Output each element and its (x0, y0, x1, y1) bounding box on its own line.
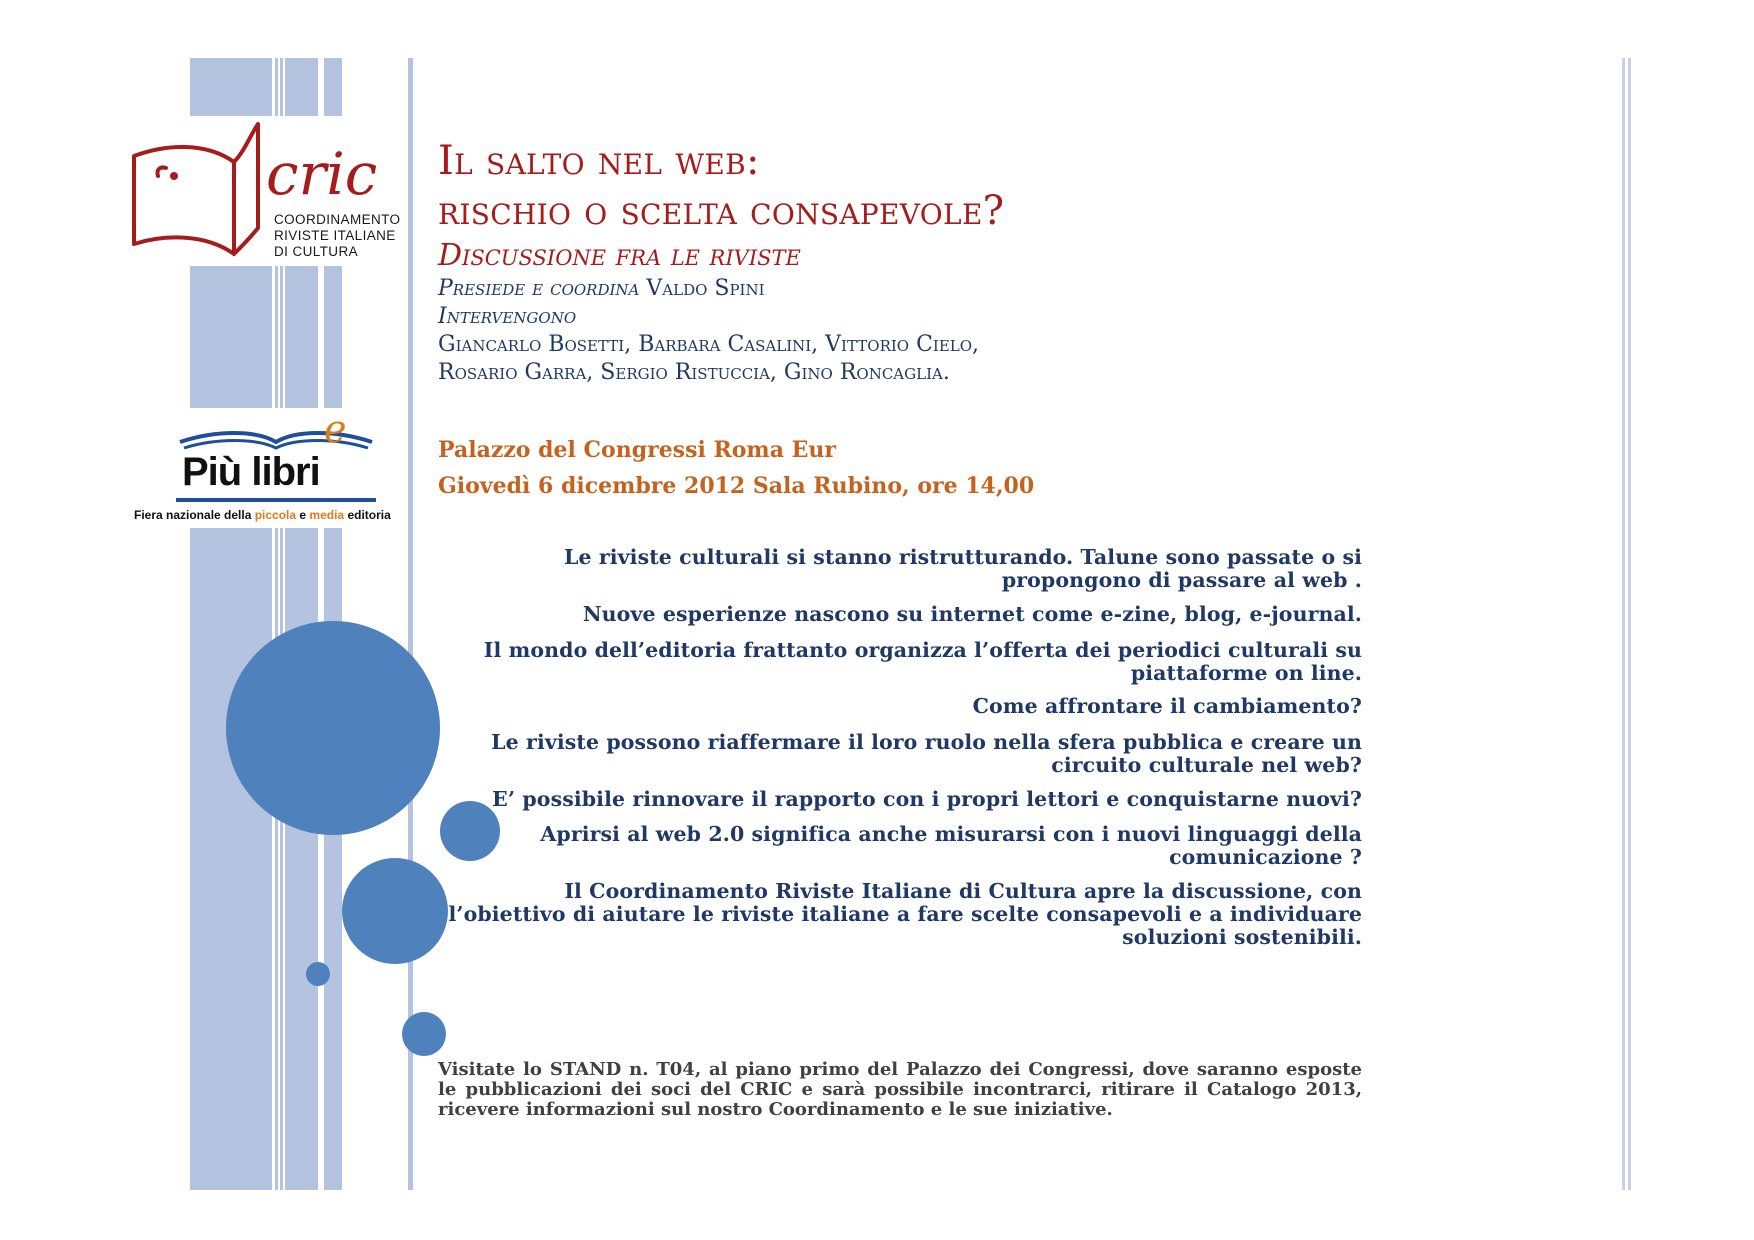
piu-libri-name: Più libri (182, 450, 320, 494)
body-paragraph: Le riviste culturali si stanno ristrutturando. Talune sono passate o si propongono di passare al web . (563, 545, 1362, 592)
title-line-1: Il salto nel web: (438, 138, 760, 184)
cric-line: RIVISTE ITALIANE (274, 228, 396, 243)
decorative-circle-large (226, 621, 440, 835)
body-paragraph: Nuove esperienze nascono su internet come e-zine, blog, e-journal. (582, 602, 1362, 626)
right-divider-line (1628, 58, 1631, 1190)
piu-libri-tagline: Fiera nazionale della piccola e media editoria (134, 508, 391, 522)
right-divider-line (1622, 58, 1625, 1190)
body-paragraph: E’ possibile rinnovare il rapporto con i propri lettori e conquistarne nuovi? (492, 787, 1362, 811)
cric-logo (126, 116, 402, 266)
speakers-label: Intervengono (438, 304, 577, 329)
speakers-line-1: Giancarlo Bosetti, Barbara Casalini, Vittorio Cielo, (438, 332, 980, 357)
venue: Palazzo del Congressi Roma Eur (438, 437, 836, 463)
decorative-circle (342, 858, 448, 964)
body-paragraph: Il mondo dell’editoria frattanto organizza l’offerta dei periodici culturali su piattaforme on line. (483, 638, 1362, 685)
speakers-line-2: Rosario Garra, Sergio Ristuccia, Gino Roncaglia. (438, 360, 950, 385)
chair-line (438, 276, 765, 301)
date-time: Giovedì 6 dicembre 2012 Sala Rubino, ore 14,00 (438, 473, 1035, 499)
chair-name: Valdo Spini (639, 276, 765, 301)
svg-text:cric: cric (266, 140, 378, 208)
decorative-circle-small (306, 962, 330, 986)
cric-line: COORDINAMENTO (274, 212, 401, 227)
subtitle: Discussione fra le riviste (438, 238, 801, 273)
title-line-2: rischio o scelta consapevole? (438, 188, 1005, 234)
decorative-circle (402, 1012, 446, 1056)
footer-note: Visitate lo STAND n. T04, al piano primo del Palazzo dei Congressi, dove saranno esposte le pubblicazioni dei soci del CRIC e sarà possibile incontrarci, ritirare il Catalogo 2013, ricevere informazioni sul nostro Coordinamento e le sue iniziative. (438, 1059, 1362, 1120)
body-paragraph: Come affrontare il cambiamento? (972, 694, 1362, 718)
piu-libri-logo (126, 408, 402, 528)
body-paragraph: Le riviste possono riaffermare il loro ruolo nella sfera pubblica e creare un circuito culturale nel web? (491, 730, 1362, 777)
body-paragraph: Aprirsi al web 2.0 significa anche misurarsi con i nuovi linguaggi della comunicazione ? (540, 822, 1362, 869)
body-paragraph: Il Coordinamento Riviste Italiane di Cultura apre la discussione, con l’obiettivo di aiutare le riviste italiane a fare scelte consapevoli e a individuare soluzioni sostenibili. (448, 879, 1362, 949)
svg-text:e: e (324, 412, 347, 451)
piu-libri-underline (176, 498, 376, 502)
cric-line: DI CULTURA (274, 244, 359, 259)
chair-label: Presiede e coordina (438, 276, 640, 301)
